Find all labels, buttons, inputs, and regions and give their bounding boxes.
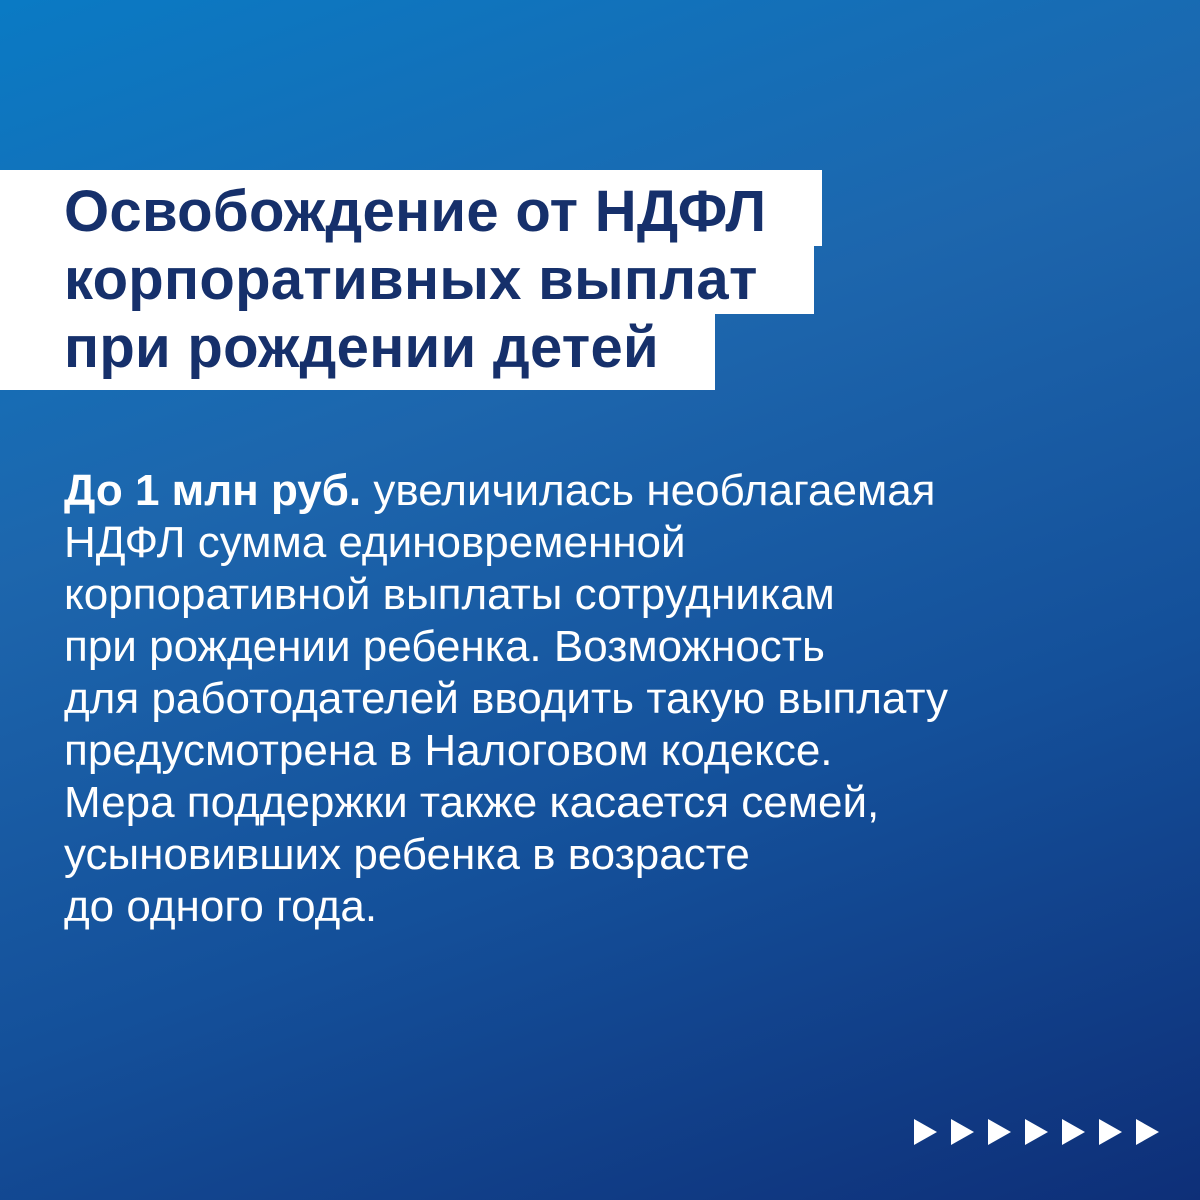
title-line-3: при рождении детей	[0, 314, 715, 390]
play-arrow-icon	[912, 1117, 939, 1147]
body-line-8: усыновивших ребенка в возрасте	[64, 830, 750, 879]
title-line-1: Освобождение от НДФЛ	[0, 170, 822, 246]
body-text	[64, 465, 1154, 933]
play-arrow-icon	[986, 1117, 1013, 1147]
body-line-5: для работодателей вводить такую выплату	[64, 674, 949, 723]
play-arrow-icon	[1060, 1117, 1087, 1147]
body-line-1	[64, 465, 1154, 517]
title-line-2: корпоративных выплат	[0, 246, 814, 314]
play-arrow-icon	[1134, 1117, 1161, 1147]
body-line-6: предусмотрена в Налоговом кодексе.	[64, 726, 833, 775]
arrows-decoration	[912, 1117, 1161, 1147]
play-arrow-icon	[1023, 1117, 1050, 1147]
play-arrow-icon	[1097, 1117, 1124, 1147]
body-line-2: НДФЛ сумма единовременной	[64, 518, 686, 567]
play-arrow-icon	[949, 1117, 976, 1147]
body-highlight: До 1 млн руб.	[64, 466, 362, 515]
body-line-1-rest: увеличилась необлагаемая	[361, 466, 936, 515]
body-line-4: при рождении ребенка. Возможность	[64, 622, 825, 671]
body-line-7: Мера поддержки также касается семей,	[64, 778, 880, 827]
title-block	[0, 170, 822, 390]
body-line-3: корпоративной выплаты сотрудникам	[64, 570, 835, 619]
body-line-9: до одного года.	[64, 882, 378, 931]
